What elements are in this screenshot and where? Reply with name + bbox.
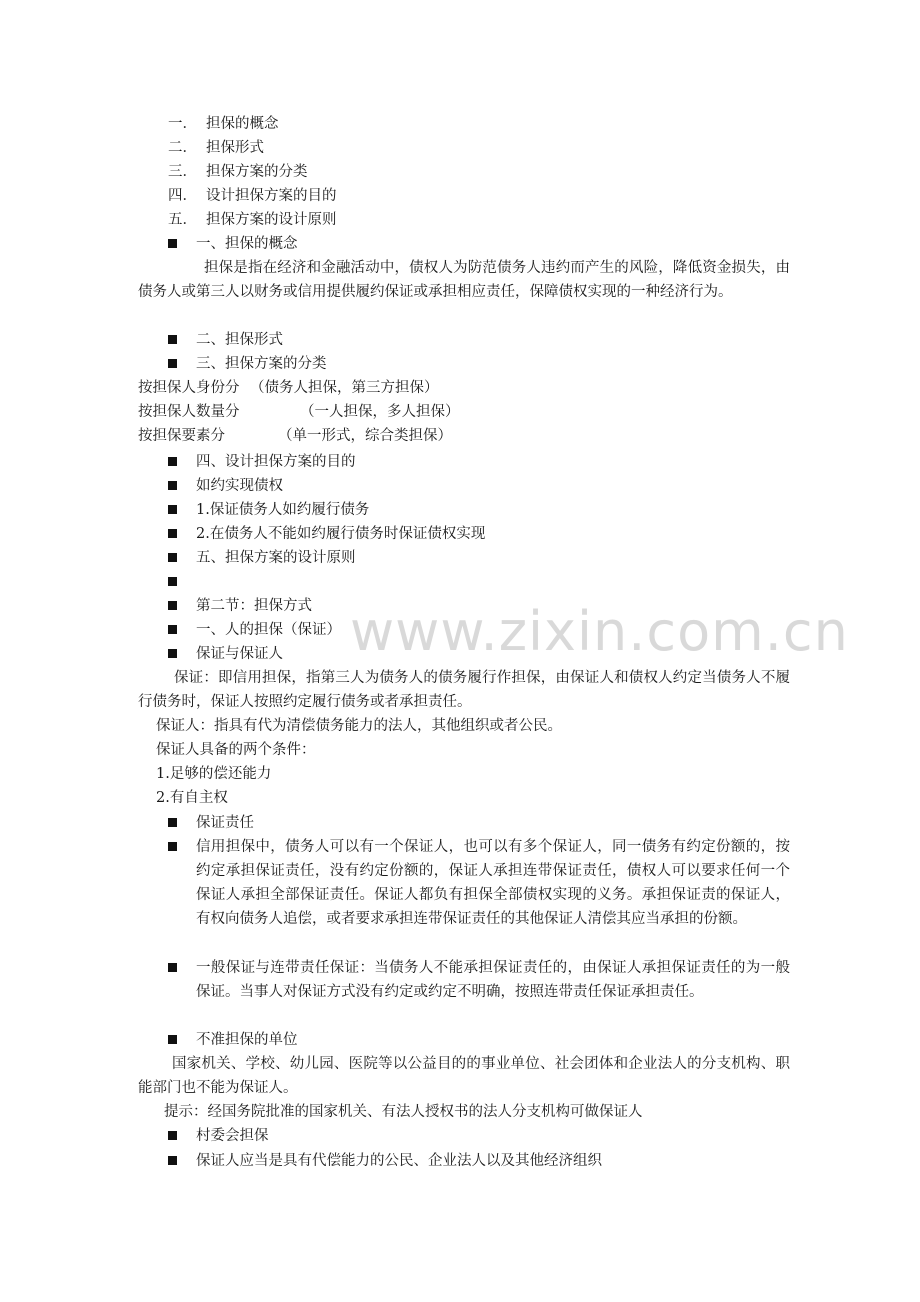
bullet-text: 保证责任 [196, 815, 254, 831]
square-bullet-icon [168, 450, 182, 474]
classification-label: 按担保人数量分 [138, 404, 240, 420]
toc-item-4 [168, 184, 337, 208]
square-bullet-icon [168, 1149, 182, 1173]
paragraph-prohibited-units: 国家机关、学校、幼儿园、医院等以公益目的的事业单位、社会团体和企业法人的分支机构、职能部门也不能为保证人。 [138, 1056, 790, 1096]
square-bullet-icon [168, 956, 182, 980]
toc-text: 设计担保方案的目的 [206, 188, 337, 204]
classification-value: （一人担保，多人担保） [300, 404, 460, 420]
toc-text: 担保方案的分类 [206, 164, 308, 180]
square-bullet-icon [168, 835, 182, 859]
square-bullet-icon [168, 546, 182, 570]
toc-text: 担保形式 [206, 140, 264, 156]
square-bullet-icon [168, 1124, 182, 1148]
toc-text: 担保的概念 [206, 116, 279, 132]
square-bullet-icon [168, 618, 182, 642]
toc-item-3 [168, 160, 308, 184]
square-bullet-icon [168, 1028, 182, 1052]
classification-value: （单一形式，综合类担保） [278, 428, 452, 444]
square-bullet-icon [168, 352, 182, 376]
toc-text: 担保方案的设计原则 [206, 212, 337, 228]
bullet-text: 如约实现债权 [196, 478, 283, 494]
bullet-paragraph-general-joint-guarantee: 一般保证与连带责任保证：当债务人不能承担保证责任的，由保证人承担保证责任的为一般保证。当事人对保证方式没有约定或约定不明确，按照连带责任保证承担责任。 [196, 960, 790, 1000]
bullet-text: 2.在债务人不能如约履行债务时保证债权实现 [196, 526, 486, 542]
bullet-text: 一、人的担保（保证） [196, 622, 341, 638]
toc-item-1 [168, 112, 279, 136]
square-bullet-icon [168, 642, 182, 666]
classification-row [138, 376, 439, 400]
paragraph-guarantee-definition: 保证：即信用担保，指第三人为债务人的债务履行作担保，由保证人和债权人约定当债务人不履行债务时，保证人按照约定履行债务或者承担责任。 [138, 670, 790, 710]
square-bullet-icon [168, 811, 182, 835]
classification-value: （债务人担保，第三方担保） [250, 380, 439, 396]
bullet-paragraph-guarantee-liability: 信用担保中，债务人可以有一个保证人，也可以有多个保证人，同一债务有约定份额的，按约定承担保证责任，没有约定份额的，保证人承担连带保证责任，债权人可以要求任何一个保证人承担全部保证责任。保证人都负有担保全部债权实现的义务。承担保证责的保证人，有权向债务人追偿，或者要求承担连带保证责任的其他保证人清偿其应当承担的份额。 [196, 839, 790, 927]
classification-label: 按担保人身份分 [138, 380, 240, 396]
condition-item-2: 2.有自主权 [156, 790, 228, 806]
bullet-text: 四、设计担保方案的目的 [196, 454, 356, 470]
square-bullet-icon [168, 474, 182, 498]
bullet-text: 五、担保方案的设计原则 [196, 550, 356, 566]
bullet-text: 第二节：担保方式 [196, 598, 312, 614]
toc-item-2 [168, 136, 264, 160]
square-bullet-icon [168, 522, 182, 546]
watermark-text: www.zixin.com.cn [350, 600, 849, 663]
toc-number: 五． [168, 212, 197, 228]
bullet-text: 1.保证债务人如约履行债务 [196, 502, 370, 518]
bullet-text: 三、担保方案的分类 [196, 356, 327, 372]
bullet-text: 保证与保证人 [196, 646, 283, 662]
square-bullet-icon [168, 594, 182, 618]
toc-number: 一． [168, 116, 197, 132]
paragraph-concept: 担保是指在经济和金融活动中，债权人为防范债务人违约而产生的风险，降低资金损失，由债务人或第三人以财务或信用提供履约保证或承担相应责任，保障债权实现的一种经济行为。 [138, 260, 790, 300]
bullet-text: 二、担保形式 [196, 332, 283, 348]
square-bullet-icon [168, 498, 182, 522]
toc-number: 三． [168, 164, 197, 180]
bullet-text: 一、担保的概念 [196, 236, 298, 252]
bullet-text: 村委会担保 [196, 1128, 269, 1144]
square-bullet-icon [168, 328, 182, 352]
bullet-text: 保证人应当是具有代偿能力的公民、企业法人以及其他经济组织 [196, 1153, 602, 1169]
square-bullet-icon [168, 232, 182, 256]
square-bullet-icon [168, 570, 182, 594]
toc-number: 四． [168, 188, 197, 204]
bullet-text: 不准担保的单位 [196, 1032, 298, 1048]
toc-item-5 [168, 208, 337, 232]
classification-row [138, 400, 460, 424]
paragraph-guarantor-conditions: 保证人具备的两个条件： [156, 742, 316, 758]
paragraph-guarantor-definition: 保证人：指具有代为清偿债务能力的法人，其他组织或者公民。 [156, 718, 562, 734]
condition-item-1: 1.足够的偿还能力 [156, 766, 272, 782]
classification-label: 按担保要素分 [138, 428, 225, 444]
toc-number: 二． [168, 140, 197, 156]
paragraph-tip: 提示：经国务院批准的国家机关、有法人授权书的法人分支机构可做保证人 [164, 1104, 643, 1120]
classification-row [138, 424, 452, 448]
